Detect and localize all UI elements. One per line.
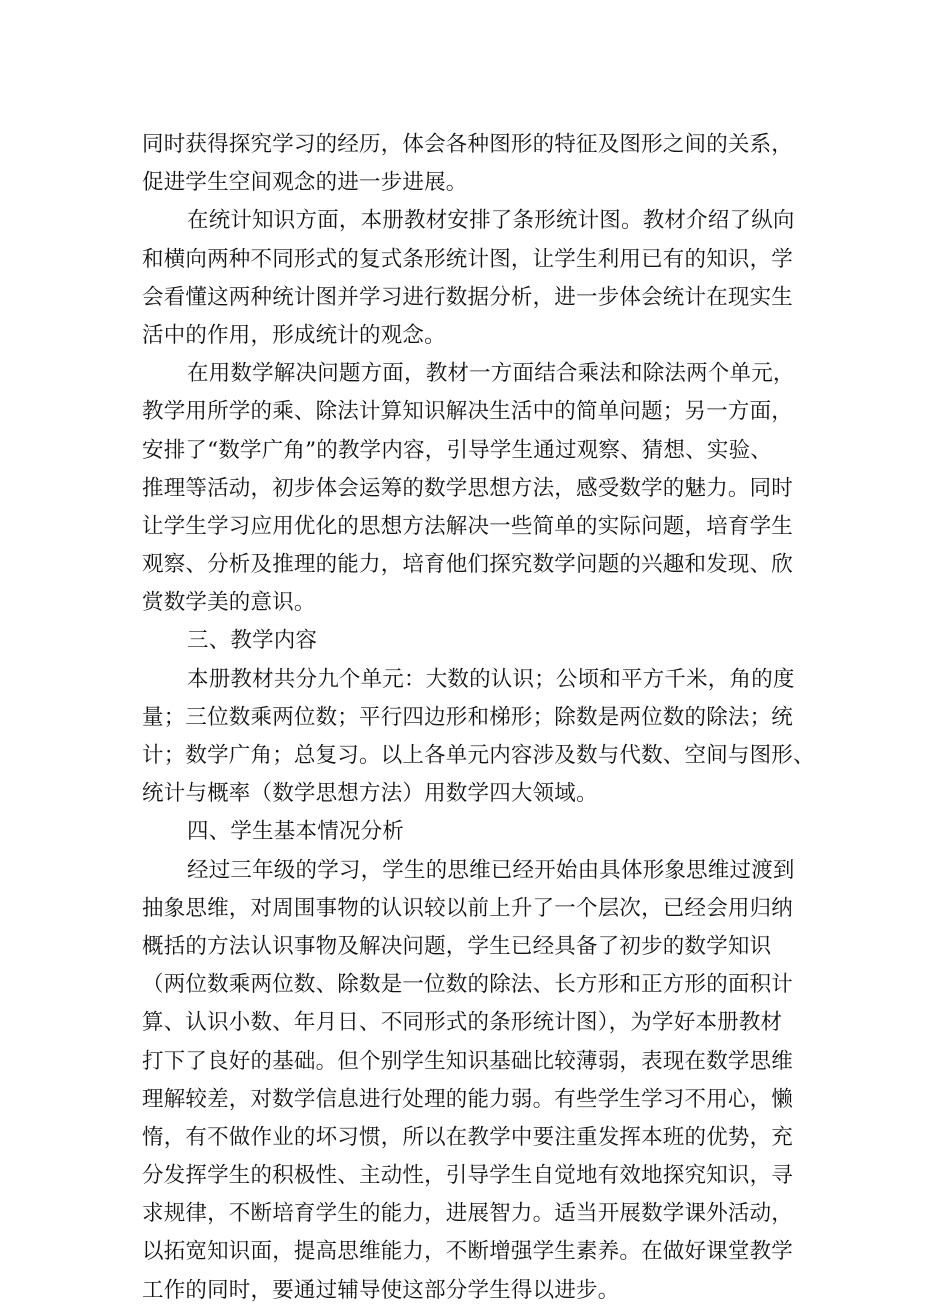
text-line: 安排了“数学广角”的教学内容，引导学生通过观察、猜想、实验、 bbox=[142, 437, 772, 463]
text-line: 概括的方法认识事物及解决问题，学生已经具备了初步的数学知识 bbox=[142, 933, 772, 959]
text-line: 和横向两种不同形式的复式条形统计图，让学生利用已有的知识，学 bbox=[142, 246, 794, 272]
text-line: （两位数乘两位数、除数是一位数的除法、长方形和正方形的面积计 bbox=[142, 972, 794, 998]
text-line: 教学用所学的乘、除法计算知识解决生活中的简单问题；另一方面， bbox=[142, 399, 794, 425]
text-line: 抽象思维，对周围事物的认识较以前上升了一个层次，已经会用归纳 bbox=[142, 895, 794, 921]
text-line: 赏数学美的意识。 bbox=[142, 590, 316, 616]
text-line: 以拓宽知识面，提高思维能力，不断增强学生素养。在做好课堂教学 bbox=[142, 1239, 794, 1265]
text-line: 在统计知识方面，本册教材安排了条形统计图。教材介绍了纵向 bbox=[187, 208, 795, 234]
document-body bbox=[142, 126, 815, 1310]
text-line: 推理等活动，初步体会运筹的数学思想方法，感受数学的魅力。同时 bbox=[142, 475, 794, 501]
text-line: 量；三位数乘两位数；平行四边形和梯形；除数是两位数的除法；统 bbox=[142, 704, 794, 730]
text-line: 算、认识小数、年月日、不同形式的条形统计图），为学好本册教材 bbox=[142, 1010, 783, 1036]
text-line: 三、教学内容 bbox=[187, 628, 318, 654]
text-line: 在用数学解决问题方面，教材一方面结合乘法和除法两个单元， bbox=[187, 361, 795, 387]
text-line: 观察、分析及推理的能力，培育他们探究数学问题的兴趣和发现、欣 bbox=[142, 552, 794, 578]
text-line: 惰，有不做作业的坏习惯，所以在教学中要注重发挥本班的优势，充 bbox=[142, 1124, 794, 1150]
text-line: 同时获得探究学习的经历，体会各种图形的特征及图形之间的关系， bbox=[142, 132, 794, 157]
text-line: 统计与概率（数学思想方法）用数学四大领域。 bbox=[142, 781, 598, 807]
text-line: 促进学生空间观念的进一步进展。 bbox=[142, 170, 468, 196]
text-line: 工作的同时，要通过辅导使这部分学生得以进步。 bbox=[142, 1277, 620, 1303]
text-line: 会看懂这两种统计图并学习进行数据分析，进一步体会统计在现实生 bbox=[142, 284, 794, 310]
text-line: 本册教材共分九个单元：大数的认识；公顷和平方千米，角的度 bbox=[187, 666, 795, 692]
text-line: 让学生学习应用优化的思想方法解决一些简单的实际问题，培育学生 bbox=[142, 513, 794, 539]
text-line: 分发挥学生的积极性、主动性，引导学生自觉地有效地探究知识，寻 bbox=[142, 1163, 794, 1189]
text-line: 打下了良好的基础。但个别学生知识基础比较薄弱，表现在数学思维 bbox=[142, 1048, 794, 1074]
text-line: 计；数学广角；总复习。以上各单元内容涉及数与代数、空间与图形、 bbox=[142, 743, 815, 768]
text-line: 理解较差，对数学信息进行处理的能力弱。有些学生学习不用心，懒 bbox=[142, 1086, 794, 1112]
text-line: 活中的作用，形成统计的观念。 bbox=[142, 322, 446, 348]
text-line: 求规律，不断培育学生的能力，进展智力。适当开展数学课外活动， bbox=[142, 1201, 794, 1227]
text-line: 经过三年级的学习，学生的思维已经开始由具体形象思维过渡到 bbox=[187, 857, 795, 883]
text-line: 四、学生基本情况分析 bbox=[187, 819, 405, 845]
